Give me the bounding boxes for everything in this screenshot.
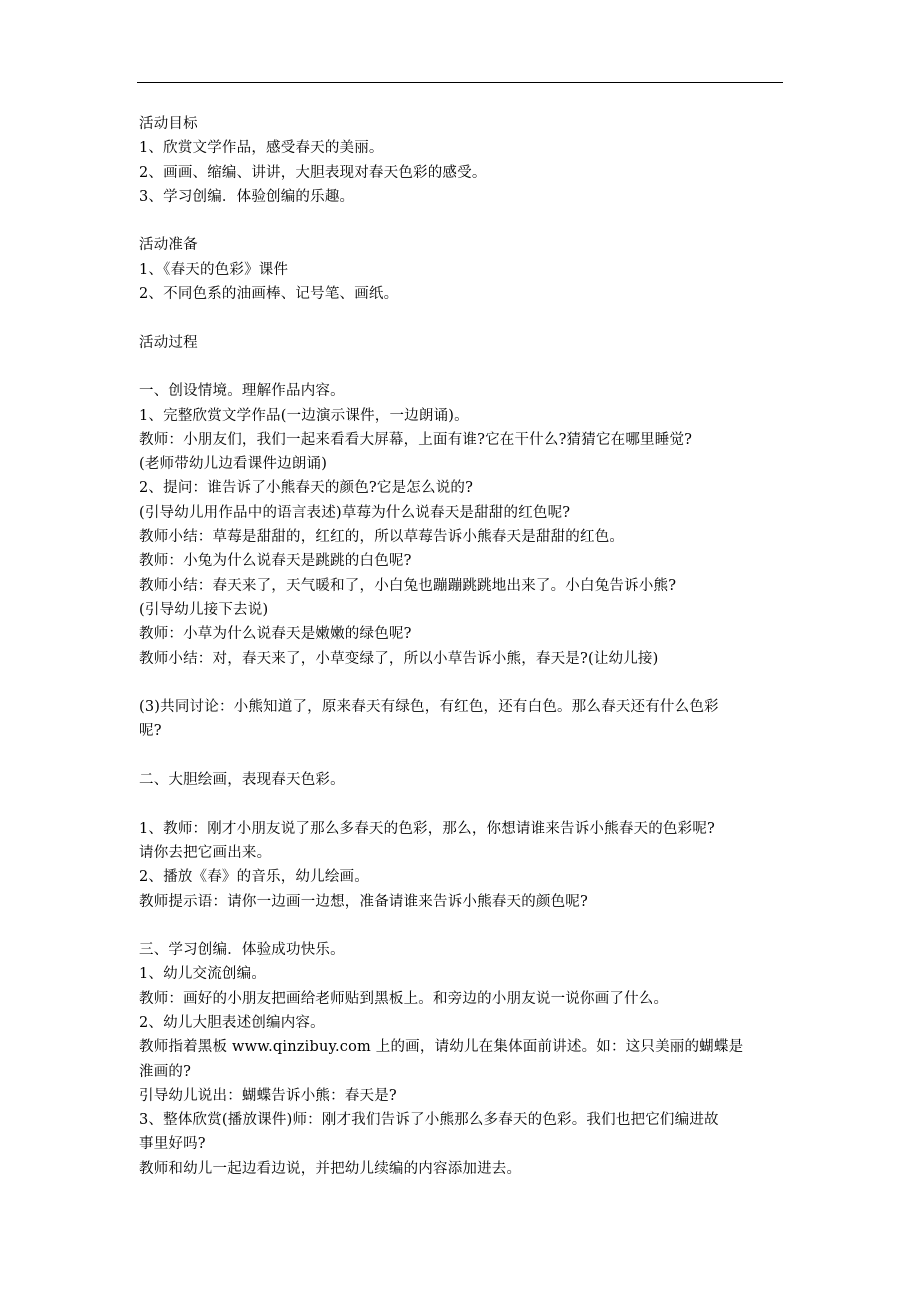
paragraph-line: (引导幼儿用作品中的语言表述)草莓为什么说春天是甜甜的红色呢? xyxy=(139,504,571,521)
section-heading-goals: 活动目标 xyxy=(139,116,198,132)
spacer xyxy=(139,671,787,695)
section-heading-preparation: 活动准备 xyxy=(139,237,198,254)
goal-line-1: 1、欣赏文学作品，感受春天的美丽。 xyxy=(139,140,384,157)
paragraph-line: 事里好吗? xyxy=(139,1136,206,1153)
spacer xyxy=(139,792,787,816)
paragraph-line: (3)共同讨论：小熊知道了，原来春天有绿色，有红色，还有白色。那么春天还有什么色彩 xyxy=(139,699,719,716)
paragraph-line: 教师：画好的小朋友把画给老师贴到黑板上。和旁边的小朋友说一说你画了什么。 xyxy=(139,990,669,1007)
paragraph-line: 教师：小朋友们，我们一起来看看大屏幕，上面有谁?它在干什么?猜猜它在哪里睡觉? xyxy=(139,431,693,448)
preparation-line-2: 2、不同色系的油画棒、记号笔、画纸。 xyxy=(139,286,399,303)
paragraph-line: 教师提示语：请你一边画一边想，准备请谁来告诉小熊春天的颜色呢? xyxy=(139,893,588,910)
paragraph-line: 教师指着黑板 www.qinzibuy.com 上的画，请幼儿在集体面前讲述。如：这只美丽的蝴蝶是 xyxy=(139,1039,744,1056)
paragraph-line: 请你去把它画出来。 xyxy=(139,844,272,861)
step-three-heading: 三、学习创编．体验成功快乐。 xyxy=(139,942,345,959)
paragraph-line: 2、幼儿大胆表述创编内容。 xyxy=(139,1014,325,1031)
step-two-heading: 二、大胆绘画，表现春天色彩。 xyxy=(139,772,345,789)
spacer xyxy=(139,355,787,379)
paragraph-line: 3、整体欣赏(播放课件)师：刚才我们告诉了小熊那么多春天的色彩。我们也把它们编进故 xyxy=(139,1112,719,1129)
paragraph-line: 教师：小兔为什么说春天是跳跳的白色呢? xyxy=(139,553,412,570)
paragraph-line: 1、教师：刚才小朋友说了那么多春天的色彩，那么，你想请谁来告诉小熊春天的色彩呢? xyxy=(139,820,715,837)
spacer xyxy=(139,744,787,768)
step-one-heading: 一、创设情境。理解作品内容。 xyxy=(139,383,345,400)
spacer xyxy=(139,306,787,330)
paragraph-line: (引导幼儿接下去说) xyxy=(139,601,269,618)
paragraph-line: 1、完整欣赏文学作品(一边演示课件，一边朗诵)。 xyxy=(139,407,469,424)
section-heading-process: 活动过程 xyxy=(139,334,198,351)
paragraph-line: 引导幼儿说出：蝴蝶告诉小熊：春天是? xyxy=(139,1087,397,1104)
goal-line-3: 3、学习创编．体验创编的乐趣。 xyxy=(139,188,355,205)
paragraph-line: 教师小结：春天来了，天气暖和了，小白兔也蹦蹦跳跳地出来了。小白兔告诉小熊? xyxy=(139,577,677,594)
goal-line-2: 2、画画、缩编、讲讲，大胆表现对春天色彩的感受。 xyxy=(139,164,487,181)
document-body xyxy=(139,112,787,1181)
paragraph-line: 呢? xyxy=(139,723,162,740)
paragraph-line: 教师和幼儿一起边看边说，并把幼儿续编的内容添加进去。 xyxy=(139,1160,522,1177)
paragraph-line: 教师小结：对，春天来了，小草变绿了，所以小草告诉小熊，春天是?(让幼儿接) xyxy=(139,650,659,667)
preparation-line-1: 1、《春天的色彩》课件 xyxy=(139,261,289,278)
paragraph-line: 2、播放《春》的音乐，幼儿绘画。 xyxy=(139,869,369,886)
header-rule xyxy=(137,82,783,83)
paragraph-line: 淮画的? xyxy=(139,1063,192,1080)
paragraph-line: 2、提问：谁告诉了小熊春天的颜色?它是怎么说的? xyxy=(139,480,474,497)
spacer xyxy=(139,209,787,233)
spacer xyxy=(139,914,787,938)
paragraph-line: (老师带幼儿边看课件边朗诵) xyxy=(139,456,328,473)
paragraph-line: 1、幼儿交流创编。 xyxy=(139,966,267,983)
paragraph-line: 教师小结：草莓是甜甜的，红红的，所以草莓告诉小熊春天是甜甜的红色。 xyxy=(139,529,625,546)
paragraph-line: 教师：小草为什么说春天是嫩嫩的绿色呢? xyxy=(139,626,412,643)
